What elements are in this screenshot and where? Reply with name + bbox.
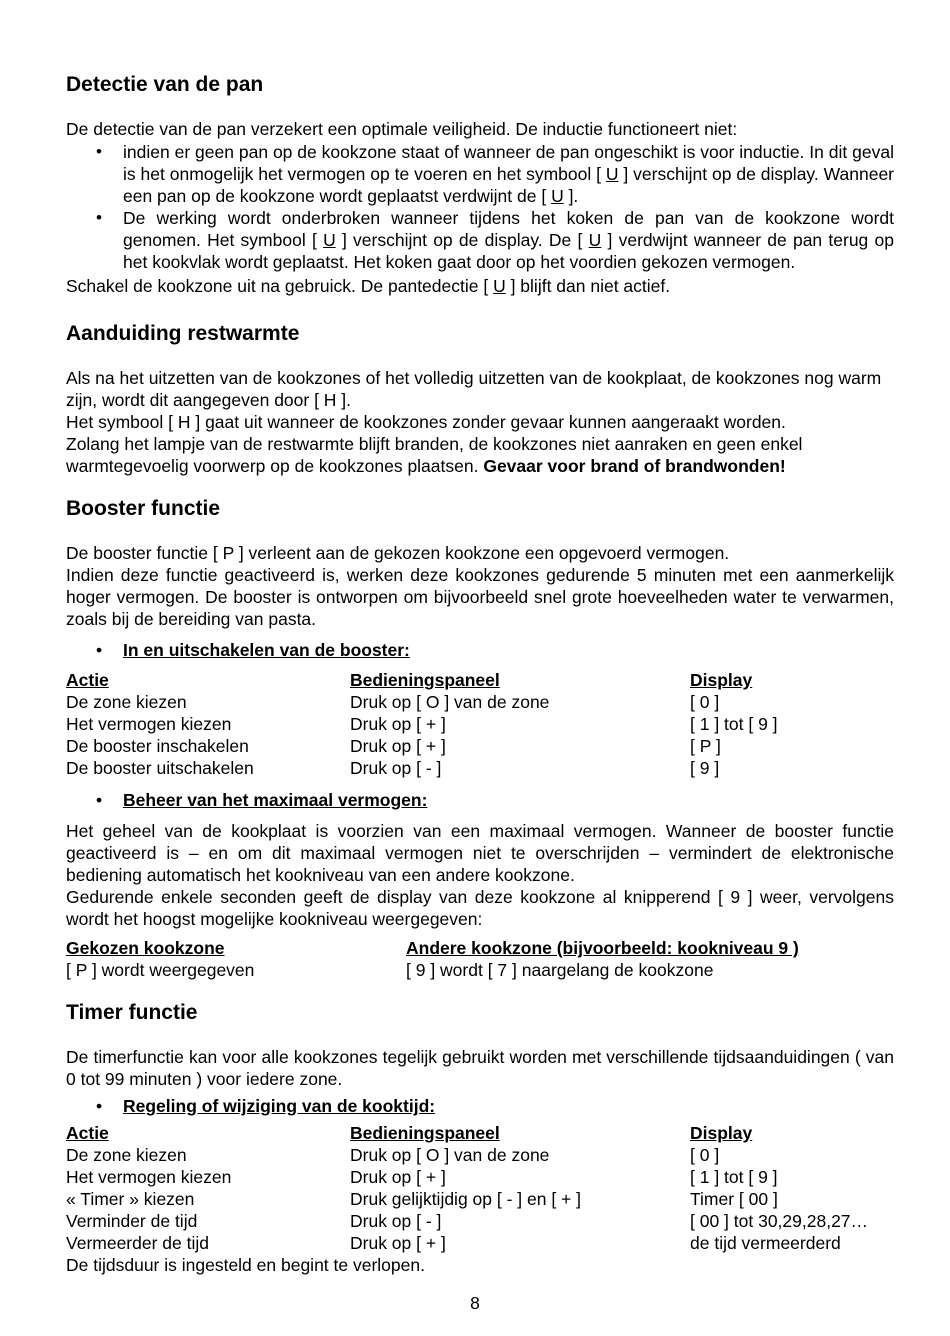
- pan-detection-closing: Schakel de kookzone uit na gebruick. De pantedectie [ U ] blijft dan niet actief.: [66, 276, 671, 296]
- pan-detection-intro: De detectie van de pan verzekert een optimale veiligheid. De inductie functioneert niet:: [66, 119, 738, 139]
- column-header: Gekozen kookzone: [66, 938, 225, 958]
- timer-closing: De tijdsduur is ingesteld en begint te verlopen.: [66, 1255, 425, 1275]
- table-row: Verminder de tijd Druk op [ - ] [ 00 ] tot 30,29,28,27…: [66, 1211, 869, 1231]
- residual-heat-warning: Zolang het lampje van de restwarmte blijft branden, de kookzones niet aanraken en geen enkel warmtegevoelig voorwerp op de kookzones plaatsen. Gevaar voor brand of brandwonden!: [66, 434, 803, 476]
- page-number: 8: [470, 1293, 480, 1313]
- timer-paragraph: De timerfunctie kan voor alle kookzones tegelijk gebruikt worden met verschillende tijdsaanduidingen ( van 0 tot 99 minuten ) voor iedere zone.: [66, 1047, 894, 1089]
- table-row: De booster inschakelen Druk op [ + ] [ P ]: [66, 736, 721, 756]
- max-power-paragraph: Gedurende enkele seconden geeft de display van deze kookzone al knipperend [ 9 ] weer, vervolgens wordt het hoogst mogelijke kookniveau weergegeven:: [66, 887, 894, 929]
- table-row: [ P ] wordt weergegeven [ 9 ] wordt [ 7 ] naargelang de kookzone: [66, 960, 714, 980]
- booster-paragraph: Indien deze functie geactiveerd is, werken deze kookzones gedurende 5 minuten met een aanmerkelijk hoger vermogen. De booster is ontworpen om bijvoorbeeld snel grote hoeveelheden water te verwarmen, zoals bij de bereiding van pasta.: [66, 565, 894, 629]
- booster-table: [66, 669, 894, 779]
- residual-heat-paragraph: Het symbool [ H ] gaat uit wanneer de kookzones zonder gevaar kunnen aangeraakt worden.: [66, 412, 786, 432]
- table-header-row: [66, 669, 894, 691]
- booster-subheading: • In en uitschakelen van de booster:: [66, 639, 894, 661]
- column-header: Actie: [66, 1123, 109, 1143]
- booster-text: [66, 542, 894, 630]
- table-header-row: [66, 1122, 894, 1144]
- table-row: Het vermogen kiezen Druk op [ + ] [ 1 ] tot [ 9 ]: [66, 714, 778, 734]
- timer-table: [66, 1122, 894, 1254]
- list-item: • indien er geen pan op de kookzone staat of wanneer de pan ongeschikt is voor inductie. In dit geval is het onmogelijk het vermogen op te voeren en het symbool [ U ] verschijnt op de display. Wanneer een pan op de kookzone wordt geplaatst verdwijnt de [ U ].: [66, 141, 894, 207]
- table-row: « Timer » kiezen Druk gelijktijdig op [ - ] en [ + ] Timer [ 00 ]: [66, 1189, 778, 1209]
- column-header: Bedieningspaneel: [350, 670, 500, 690]
- section-title-residual-heat: Aanduiding restwarmte: [66, 322, 300, 345]
- max-power-table: [66, 937, 894, 981]
- residual-heat-paragraph: Als na het uitzetten van de kookzones of het volledig uitzetten van de kookplaat, de kookzones nog warm zijn, wordt dit aangegeven door [ H ].: [66, 368, 882, 410]
- column-header: Display: [690, 1123, 753, 1143]
- max-power-subheading: • Beheer van het maximaal vermogen:: [66, 789, 894, 811]
- pan-detection-list: [66, 141, 894, 273]
- timer-subheading: • Regeling of wijziging van de kooktijd:: [66, 1095, 894, 1117]
- max-power-paragraph: Het geheel van de kookplaat is voorzien van een maximaal vermogen. Wanneer de booster functie geactiveerd is – en om dit maximaal vermogen niet te overschrijden – vermindert de elektronische bediening automatisch het kookniveau van een andere kookzone.: [66, 821, 894, 885]
- column-header: Andere kookzone (bijvoorbeeld: kookniveau 9 ): [406, 938, 799, 958]
- table-row: De zone kiezen Druk op [ O ] van de zone [ 0 ]: [66, 692, 720, 712]
- section-title-timer: Timer functie: [66, 1001, 198, 1024]
- column-header: Bedieningspaneel: [350, 1123, 500, 1143]
- residual-heat-text: [66, 367, 894, 477]
- column-header: Actie: [66, 670, 109, 690]
- max-power-text: [66, 820, 894, 930]
- section-title-booster: Booster functie: [66, 497, 221, 520]
- list-item: • De werking wordt onderbroken wanneer tijdens het koken de pan van de kookzone wordt genomen. Het symbool [ U ] verschijnt op de display. De [ U ] verdwijnt wanneer de pan terug op het kookvlak wordt geplaatst. Het koken gaat door op het voordien gekozen vermogen.: [66, 207, 894, 273]
- table-row: De booster uitschakelen Druk op [ - ] [ 9 ]: [66, 758, 720, 778]
- column-header: Display: [690, 670, 753, 690]
- table-header-row: [66, 937, 894, 959]
- table-row: Het vermogen kiezen Druk op [ + ] [ 1 ] tot [ 9 ]: [66, 1167, 778, 1187]
- table-row: Vermeerder de tijd Druk op [ + ] de tijd vermeerderd: [66, 1233, 841, 1253]
- section-title-pan-detection: Detectie van de pan: [66, 73, 264, 96]
- table-row: De zone kiezen Druk op [ O ] van de zone [ 0 ]: [66, 1145, 720, 1165]
- booster-paragraph: De booster functie [ P ] verleent aan de gekozen kookzone een opgevoerd vermogen.: [66, 543, 730, 563]
